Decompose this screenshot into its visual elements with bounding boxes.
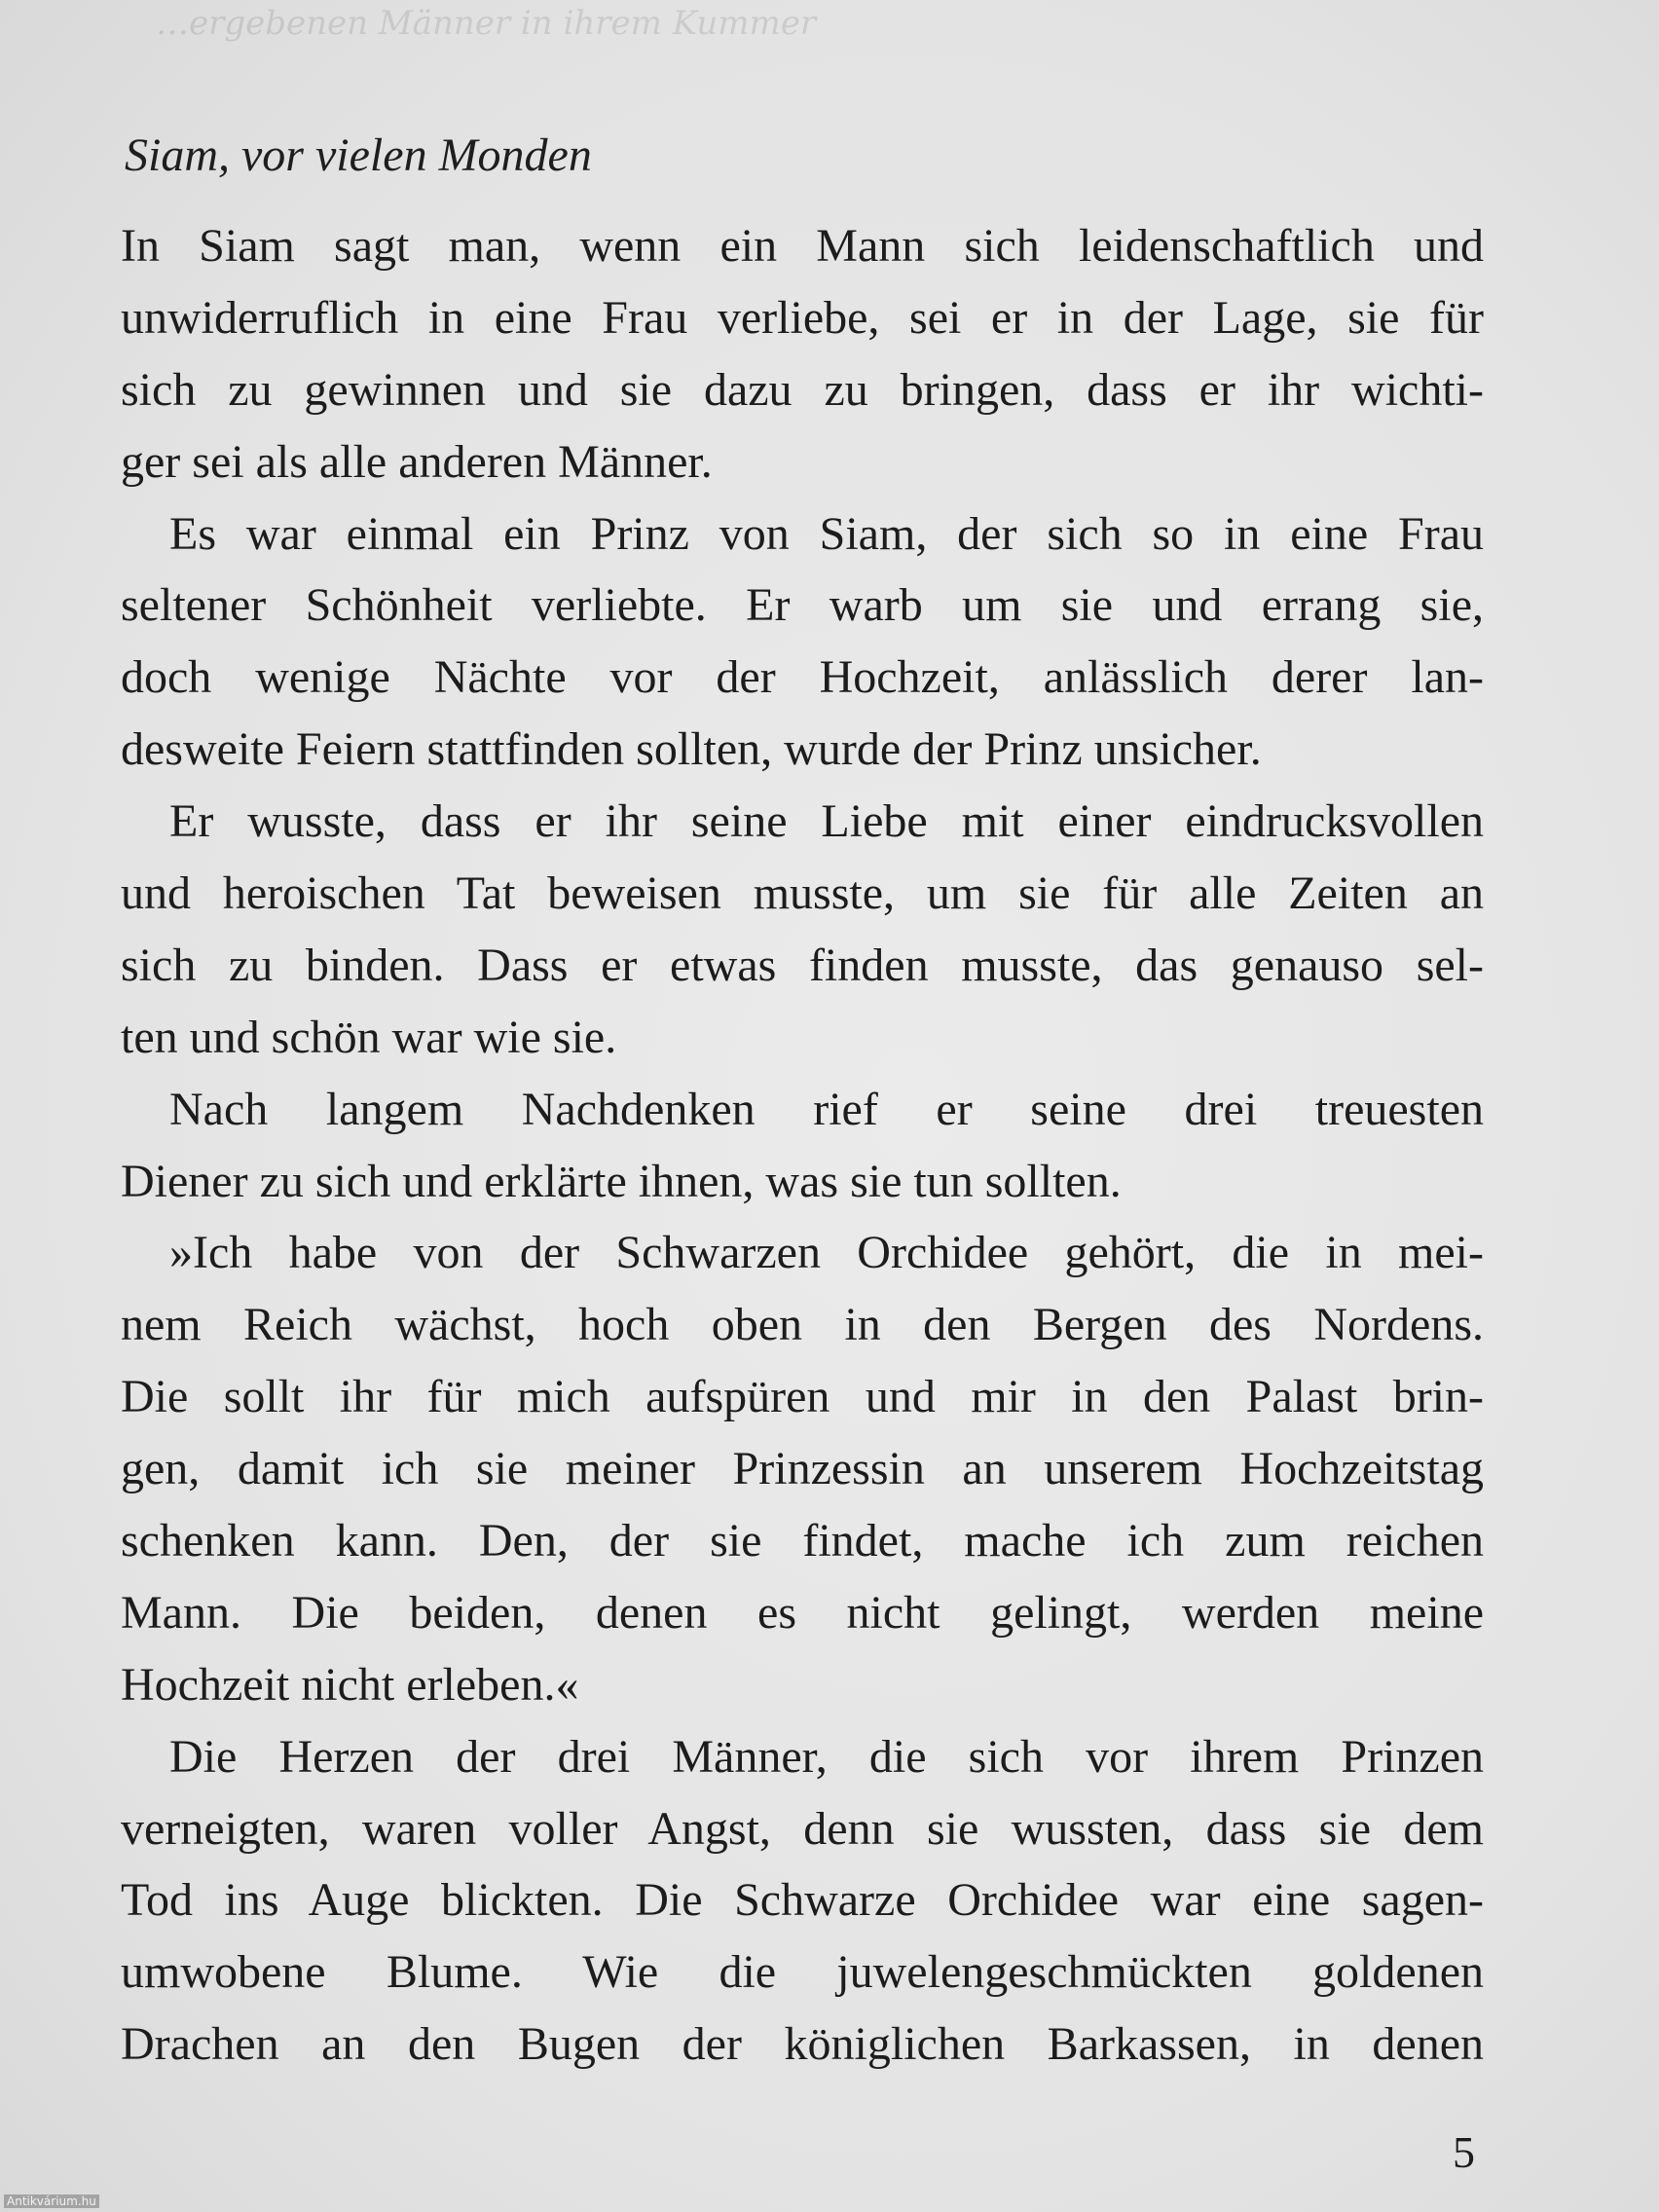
text-line: schenken kann. Den, der sie findet, mache ich zum reichen [121,1515,1484,1567]
text-line: nem Reich wächst, hoch oben in den Bergen des Nordens. [121,1299,1484,1351]
text-line: umwobene Blume. Wie die juwelengeschmückten goldenen [121,1946,1484,1999]
body-text [121,210,1484,2081]
text-line: seltener Schönheit verliebte. Er warb um sie und errang sie, [121,579,1484,632]
text-line: Tod ins Auge blickten. Die Schwarze Orchidee war eine sagen- [121,1874,1484,1927]
text-line: ten und schön war wie sie. [121,1011,617,1063]
text-line: doch wenige Nächte vor der Hochzeit, anlässlich derer lan- [121,651,1484,704]
text-line: sich zu gewinnen und sie dazu zu bringen, dass er ihr wichti- [121,363,1484,416]
page-number: 5 [1453,2127,1475,2177]
text-line: sich zu binden. Dass er etwas finden musste, das genauso sel- [121,939,1484,991]
text-line: Die sollt ihr für mich aufspüren und mir in den Palast brin- [121,1371,1484,1423]
text-line: unwiderruflich in eine Frau verliebe, sei er in der Lage, sie für [121,291,1484,344]
text-line: Drachen an den Bugen der königlichen Barkassen, in denen [121,2018,1484,2071]
text-line: »Ich habe von der Schwarzen Orchidee gehört, die in mei- [169,1227,1484,1279]
watermark: Antikvárium.hu [4,2194,99,2208]
text-line: verneigten, waren voller Angst, denn sie wussten, dass sie dem [121,1802,1484,1855]
chapter-heading: Siam, vor vielen Monden [125,129,592,181]
text-line: Die Herzen der drei Männer, die sich vor ihrem Prinzen [169,1730,1484,1783]
text-line: ger sei als alle anderen Männer. [121,435,713,488]
text-line: gen, damit ich sie meiner Prinzessin an unserem Hochzeitstag [121,1443,1484,1495]
text-line: In Siam sagt man, wenn ein Mann sich leidenschaftlich und [121,220,1484,272]
text-line: Es war einmal ein Prinz von Siam, der sich so in eine Frau [169,507,1484,560]
bleed-through-text: …ergebenen Männer in ihrem Kummer [156,4,817,43]
text-line: desweite Feiern stattfinden sollten, wurde der Prinz unsicher. [121,723,1262,776]
text-line: Hochzeit nicht erleben.« [121,1658,579,1711]
text-line: Er wusste, dass er ihr seine Liebe mit einer eindrucksvollen [169,795,1484,848]
text-line: Diener zu sich und erklärte ihnen, was sie tun sollten. [121,1155,1122,1207]
text-line: und heroischen Tat beweisen musste, um sie für alle Zeiten an [121,867,1484,920]
text-line: Mann. Die beiden, denen es nicht gelingt, werden meine [121,1586,1484,1639]
text-line: Nach langem Nachdenken rief er seine drei treuesten [169,1083,1484,1135]
